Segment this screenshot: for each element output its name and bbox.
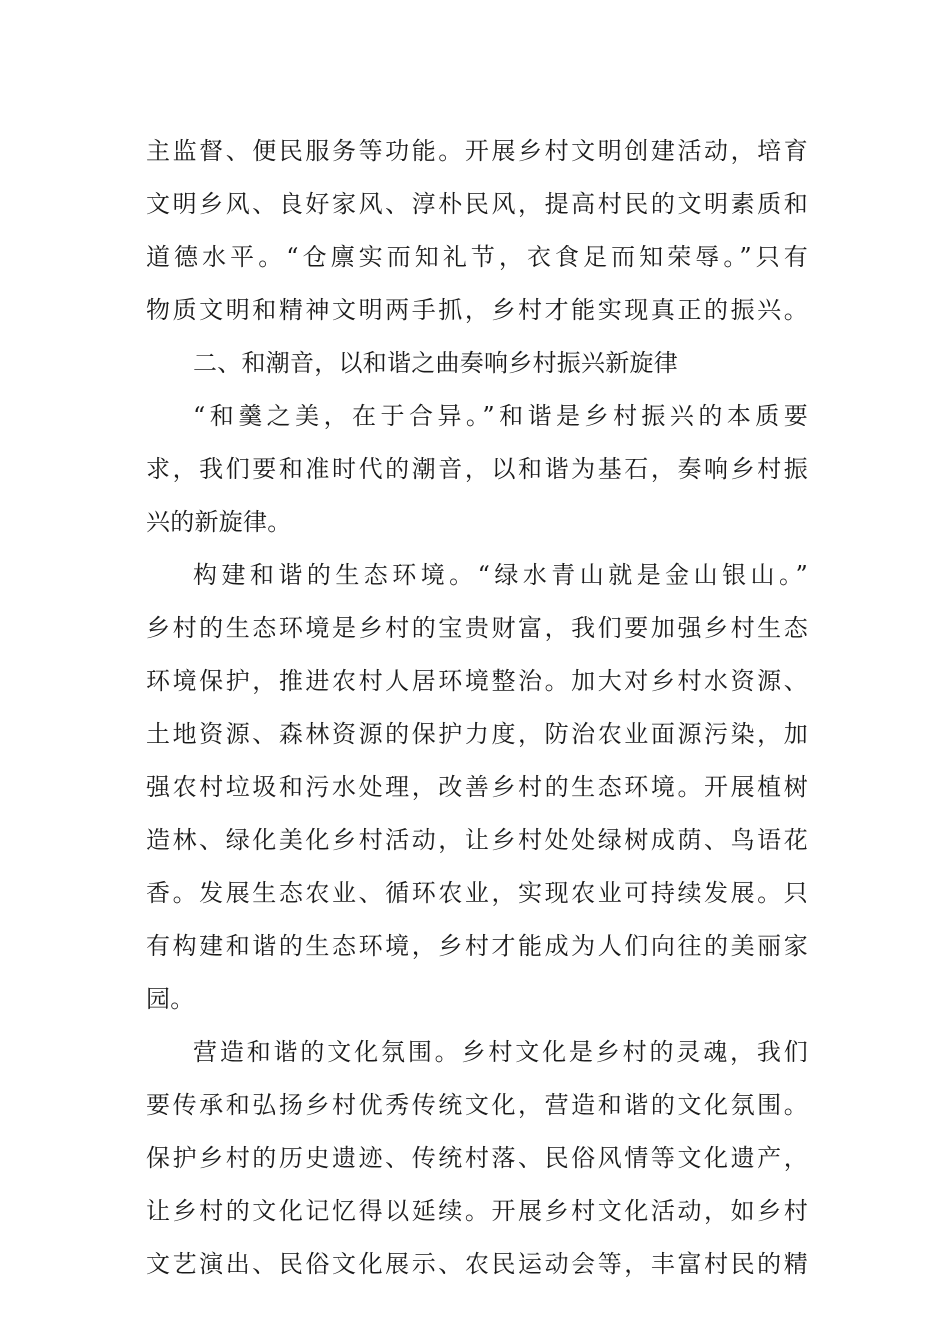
paragraph-last-line: 兴的新旋律。 [146,508,292,536]
text-line: 造林、绿化美化乡村活动，让乡村处处绿树成荫、鸟语花 [146,826,808,854]
paragraph-first-line: 构建和谐的生态环境。“绿水青山就是金山银山。” [193,561,808,589]
text-line: 道德水平。“仓廪实而知礼节，衣食足而知荣辱。”只有 [146,243,808,271]
paragraph-first-line: 营造和谐的文化氛围。乡村文化是乡村的灵魂，我们 [193,1038,808,1066]
text-line: 强农村垃圾和污水处理，改善乡村的生态环境。开展植树 [146,773,808,801]
document-page [146,125,808,1291]
text-line: 文明乡风、良好家风、淳朴民风，提高村民的文明素质和 [146,190,808,218]
section-heading: 二、和潮音，以和谐之曲奏响乡村振兴新旋律 [193,349,678,377]
text-line: 要传承和弘扬乡村优秀传统文化，营造和谐的文化氛围。 [146,1091,808,1119]
text-line: 让乡村的文化记忆得以延续。开展乡村文化活动，如乡村 [146,1197,808,1225]
text-line: 土地资源、森林资源的保护力度，防治农业面源污染，加 [146,720,808,748]
text-line: 香。发展生态农业、循环农业，实现农业可持续发展。只 [146,879,808,907]
text-line: 乡村的生态环境是乡村的宝贵财富，我们要加强乡村生态 [146,614,808,642]
text-line: 文艺演出、民俗文化展示、农民运动会等，丰富村民的精 [146,1250,808,1278]
text-line: 保护乡村的历史遗迹、传统村落、民俗风情等文化遗产， [146,1144,808,1172]
paragraph-first-line: “和羹之美，在于合异。”和谐是乡村振兴的本质要 [193,402,808,430]
text-line: 主监督、便民服务等功能。开展乡村文明创建活动，培育 [146,137,808,165]
text-line: 环境保护，推进农村人居环境整治。加大对乡村水资源、 [146,667,808,695]
paragraph-last-line: 园。 [146,985,195,1013]
text-line: 有构建和谐的生态环境，乡村才能成为人们向往的美丽家 [146,932,808,960]
text-line: 求，我们要和准时代的潮音，以和谐为基石，奏响乡村振 [146,455,808,483]
text-line: 物质文明和精神文明两手抓，乡村才能实现真正的振兴。 [146,296,808,324]
